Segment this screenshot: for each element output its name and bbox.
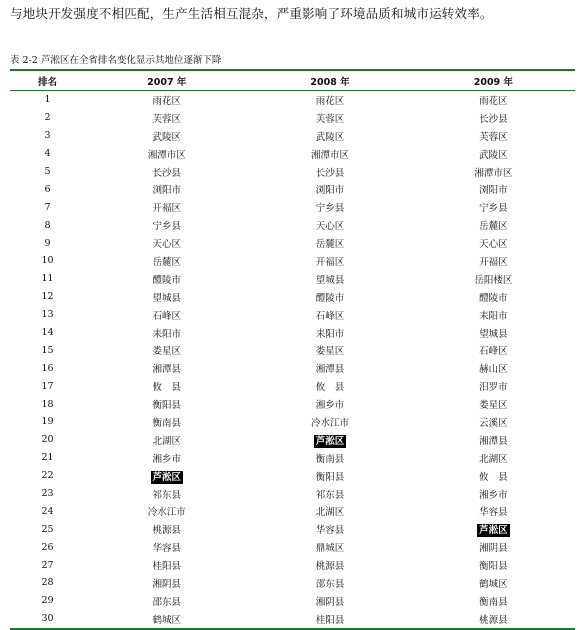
cell-rank bbox=[10, 252, 85, 270]
cell-2008 bbox=[248, 538, 411, 556]
cell-2009 bbox=[412, 574, 575, 592]
cell-2008 bbox=[248, 395, 411, 413]
header-2007: 2007 年 bbox=[147, 76, 187, 88]
cell-text: 岳麓区 bbox=[152, 256, 182, 268]
cell-text: 21 bbox=[41, 452, 54, 464]
cell-2008 bbox=[248, 574, 411, 592]
cell-2009 bbox=[412, 359, 575, 377]
cell-rank bbox=[10, 180, 85, 198]
cell-2009 bbox=[412, 449, 575, 467]
cell-text: 湘阴县 bbox=[152, 578, 182, 590]
cell-2009 bbox=[412, 163, 575, 181]
cell-text: 桂阳县 bbox=[315, 614, 345, 626]
cell-rank bbox=[10, 288, 85, 306]
cell-text: 湘乡市 bbox=[315, 400, 345, 412]
cell-text: 祁东县 bbox=[315, 489, 345, 501]
cell-text: 湘阴县 bbox=[479, 543, 508, 555]
cell-2007 bbox=[85, 91, 248, 109]
cell-2007 bbox=[85, 538, 248, 556]
cell-text: 10 bbox=[41, 255, 54, 267]
cell-2007 bbox=[85, 556, 248, 574]
cell-2009 bbox=[412, 324, 575, 342]
cell-text: 芙蓉区 bbox=[152, 113, 182, 125]
table-row bbox=[10, 163, 575, 181]
cell-rank bbox=[10, 538, 85, 556]
cell-2008 bbox=[248, 180, 411, 198]
cell-text: 13 bbox=[41, 309, 54, 321]
cell-2007 bbox=[85, 270, 248, 288]
cell-text: 4 bbox=[44, 148, 51, 160]
table-row bbox=[10, 538, 575, 556]
cell-text: 浏阳市 bbox=[315, 185, 345, 197]
cell-text: 6 bbox=[44, 183, 51, 195]
cell-text: 15 bbox=[41, 344, 54, 356]
table-row bbox=[10, 485, 575, 503]
cell-rank bbox=[10, 556, 85, 574]
cell-2008 bbox=[248, 377, 411, 395]
cell-rank bbox=[10, 91, 85, 109]
table-row bbox=[10, 520, 575, 538]
cell-2008 bbox=[248, 485, 411, 503]
cell-text: 石峰区 bbox=[152, 310, 182, 322]
cell-rank bbox=[10, 341, 85, 359]
cell-text: 11 bbox=[41, 273, 54, 285]
cell-2007 bbox=[85, 520, 248, 538]
cell-text: 湘潭市区 bbox=[147, 149, 186, 161]
cell-2008 bbox=[248, 270, 411, 288]
cell-text: 耒阳市 bbox=[479, 310, 508, 322]
cell-2008 bbox=[248, 556, 411, 574]
cell-text: 衡阳县 bbox=[315, 471, 345, 483]
cell-2007 bbox=[85, 574, 248, 592]
cell-rank bbox=[10, 127, 85, 145]
cell-rank bbox=[10, 109, 85, 127]
cell-text: 天心区 bbox=[479, 239, 508, 251]
cell-text: 雨花区 bbox=[315, 95, 345, 107]
table-row bbox=[10, 216, 575, 234]
cell-2007 bbox=[85, 288, 248, 306]
cell-rank bbox=[10, 270, 85, 288]
cell-text: 望城县 bbox=[315, 274, 345, 286]
cell-text: 攸 县 bbox=[479, 471, 508, 483]
cell-2009 bbox=[412, 485, 575, 503]
cell-text: 16 bbox=[41, 362, 54, 374]
cell-2007 bbox=[85, 592, 248, 610]
cell-text: 武陵区 bbox=[479, 149, 508, 161]
cell-rank bbox=[10, 431, 85, 449]
cell-2007 bbox=[85, 145, 248, 163]
cell-text: 攸 县 bbox=[152, 382, 182, 394]
highlighted-district: 芦淞区 bbox=[315, 435, 345, 447]
cell-2009 bbox=[412, 592, 575, 610]
cell-text: 18 bbox=[41, 398, 54, 410]
table-row bbox=[10, 556, 575, 574]
cell-2009 bbox=[412, 413, 575, 431]
cell-2007 bbox=[85, 216, 248, 234]
cell-2009 bbox=[412, 109, 575, 127]
cell-text: 芙蓉区 bbox=[315, 113, 345, 125]
cell-text: 北湖区 bbox=[152, 435, 182, 447]
cell-text: 23 bbox=[41, 488, 54, 500]
cell-text: 芙蓉区 bbox=[479, 131, 508, 143]
cell-2007 bbox=[85, 485, 248, 503]
cell-2008 bbox=[248, 413, 411, 431]
cell-text: 华容县 bbox=[315, 525, 345, 537]
cell-2009 bbox=[412, 306, 575, 324]
cell-text: 28 bbox=[41, 577, 54, 589]
cell-2009 bbox=[412, 216, 575, 234]
cell-text: 衡南县 bbox=[315, 453, 345, 465]
cell-text: 武陵区 bbox=[152, 131, 182, 143]
cell-rank bbox=[10, 449, 85, 467]
cell-text: 汨罗市 bbox=[479, 382, 508, 394]
cell-text: 湘阴县 bbox=[315, 596, 345, 608]
cell-2009 bbox=[412, 538, 575, 556]
table-row bbox=[10, 270, 575, 288]
cell-text: 29 bbox=[41, 595, 54, 607]
cell-2007 bbox=[85, 109, 248, 127]
cell-rank bbox=[10, 306, 85, 324]
cell-text: 浏阳市 bbox=[152, 185, 182, 197]
cell-2007 bbox=[85, 377, 248, 395]
cell-text: 1 bbox=[44, 94, 51, 106]
cell-text: 26 bbox=[41, 541, 54, 553]
cell-text: 望城县 bbox=[479, 328, 508, 340]
cell-text: 天心区 bbox=[152, 239, 182, 251]
cell-text: 浏阳市 bbox=[479, 185, 508, 197]
cell-text: 娄星区 bbox=[479, 400, 508, 412]
cell-text: 湘潭县 bbox=[315, 364, 345, 376]
cell-text: 宁乡县 bbox=[152, 221, 182, 233]
cell-text: 石峰区 bbox=[479, 346, 508, 358]
cell-text: 岳麓区 bbox=[315, 239, 345, 251]
cell-text: 湘潭市区 bbox=[311, 149, 350, 161]
cell-2008 bbox=[248, 252, 411, 270]
table-row bbox=[10, 413, 575, 431]
cell-text: 桃源县 bbox=[152, 525, 182, 537]
table-row bbox=[10, 145, 575, 163]
cell-text: 桃源县 bbox=[315, 561, 345, 573]
cell-2009 bbox=[412, 467, 575, 485]
cell-text: 湘潭县 bbox=[479, 435, 508, 447]
cell-rank bbox=[10, 502, 85, 520]
cell-text: 耒阳市 bbox=[315, 328, 345, 340]
cell-2008 bbox=[248, 127, 411, 145]
cell-text: 长沙县 bbox=[479, 113, 508, 125]
cell-text: 邵东县 bbox=[315, 578, 345, 590]
cell-2007 bbox=[85, 306, 248, 324]
cell-text: 冷水江市 bbox=[311, 417, 350, 429]
cell-2008 bbox=[248, 610, 411, 629]
cell-2009 bbox=[412, 234, 575, 252]
cell-text: 娄星区 bbox=[315, 346, 345, 358]
table-body bbox=[10, 91, 575, 629]
cell-2009 bbox=[412, 520, 575, 538]
table-row bbox=[10, 180, 575, 198]
cell-rank bbox=[10, 592, 85, 610]
cell-2007 bbox=[85, 127, 248, 145]
table-row bbox=[10, 324, 575, 342]
cell-text: 冷水江市 bbox=[147, 507, 186, 519]
cell-text: 衡阳县 bbox=[479, 561, 508, 573]
cell-text: 宁乡县 bbox=[315, 203, 345, 215]
cell-text: 7 bbox=[44, 201, 51, 213]
cell-2009 bbox=[412, 377, 575, 395]
cell-2008 bbox=[248, 306, 411, 324]
cell-2007 bbox=[85, 359, 248, 377]
cell-text: 衡阳县 bbox=[152, 400, 182, 412]
cell-text: 湘潭县 bbox=[152, 364, 182, 376]
cell-2008 bbox=[248, 216, 411, 234]
cell-text: 醴陵市 bbox=[315, 292, 345, 304]
cell-rank bbox=[10, 520, 85, 538]
table-row bbox=[10, 234, 575, 252]
cell-2009 bbox=[412, 270, 575, 288]
cell-2008 bbox=[248, 592, 411, 610]
cell-rank bbox=[10, 467, 85, 485]
cell-text: 武陵区 bbox=[315, 131, 345, 143]
cell-text: 22 bbox=[41, 470, 54, 482]
cell-2007 bbox=[85, 252, 248, 270]
header-2008: 2008 年 bbox=[310, 76, 350, 88]
cell-2008 bbox=[248, 449, 411, 467]
cell-2008 bbox=[248, 324, 411, 342]
cell-text: 5 bbox=[44, 166, 51, 177]
cell-text: 祁东县 bbox=[152, 489, 182, 501]
cell-text: 攸 县 bbox=[315, 382, 345, 394]
cell-2008 bbox=[248, 502, 411, 520]
cell-text: 长沙县 bbox=[315, 167, 345, 179]
cell-text: 27 bbox=[41, 559, 54, 571]
table-row bbox=[10, 377, 575, 395]
cell-text: 9 bbox=[44, 237, 51, 249]
cell-2008 bbox=[248, 520, 411, 538]
table-row bbox=[10, 252, 575, 270]
cell-2009 bbox=[412, 431, 575, 449]
cell-rank bbox=[10, 359, 85, 377]
table-row bbox=[10, 359, 575, 377]
cell-2008 bbox=[248, 163, 411, 181]
header-2009: 2009 年 bbox=[473, 76, 513, 88]
cell-text: 华容县 bbox=[152, 543, 182, 555]
cell-2007 bbox=[85, 502, 248, 520]
cell-2009 bbox=[412, 502, 575, 520]
highlighted-district: 芦淞区 bbox=[152, 471, 182, 483]
cell-2009 bbox=[412, 252, 575, 270]
cell-2007 bbox=[85, 467, 248, 485]
cell-text: 湘乡市 bbox=[152, 453, 182, 465]
cell-2007 bbox=[85, 341, 248, 359]
cell-text: 3 bbox=[44, 130, 51, 142]
cell-rank bbox=[10, 198, 85, 216]
cell-text: 长沙县 bbox=[152, 167, 182, 179]
cell-text: 20 bbox=[41, 434, 54, 446]
intro-paragraph: 与地块开发强度不相匹配，生产生活相互混杂，严重影响了环境品质和城市运转效率。 bbox=[10, 6, 493, 21]
cell-2007 bbox=[85, 449, 248, 467]
cell-2008 bbox=[248, 91, 411, 109]
table-caption: 表 2-2 芦淞区在全省排名变化显示其地位逐渐下降 bbox=[10, 55, 222, 66]
cell-2007 bbox=[85, 180, 248, 198]
cell-2007 bbox=[85, 395, 248, 413]
cell-text: 望城县 bbox=[152, 292, 182, 304]
cell-text: 赫山区 bbox=[479, 364, 508, 376]
cell-text: 开福区 bbox=[315, 256, 345, 268]
cell-text: 岳阳楼区 bbox=[474, 274, 513, 286]
cell-text: 醴陵市 bbox=[479, 292, 508, 304]
cell-rank bbox=[10, 610, 85, 629]
cell-text: 云溪区 bbox=[479, 417, 508, 429]
cell-2007 bbox=[85, 431, 248, 449]
cell-text: 开福区 bbox=[479, 256, 508, 268]
cell-text: 桂阳县 bbox=[152, 561, 182, 573]
cell-2008 bbox=[248, 198, 411, 216]
cell-rank bbox=[10, 413, 85, 431]
cell-rank bbox=[10, 395, 85, 413]
cell-text: 石峰区 bbox=[315, 310, 345, 322]
cell-text: 鼎城区 bbox=[315, 543, 345, 555]
cell-text: 华容县 bbox=[479, 507, 508, 519]
cell-2009 bbox=[412, 145, 575, 163]
table-row bbox=[10, 574, 575, 592]
cell-text: 邵东县 bbox=[152, 596, 182, 608]
table-row bbox=[10, 592, 575, 610]
cell-text: 湘潭市区 bbox=[474, 167, 513, 179]
cell-text: 宁乡县 bbox=[479, 203, 508, 215]
cell-text: 开福区 bbox=[152, 203, 182, 215]
cell-2008 bbox=[248, 431, 411, 449]
cell-2008 bbox=[248, 234, 411, 252]
cell-text: 娄星区 bbox=[152, 346, 182, 358]
cell-text: 北湖区 bbox=[479, 453, 508, 465]
cell-rank bbox=[10, 377, 85, 395]
table-row bbox=[10, 431, 575, 449]
table-row bbox=[10, 109, 575, 127]
cell-2009 bbox=[412, 556, 575, 574]
table-row bbox=[10, 610, 575, 629]
table-row bbox=[10, 502, 575, 520]
table-row bbox=[10, 449, 575, 467]
table-row bbox=[10, 306, 575, 324]
cell-2007 bbox=[85, 324, 248, 342]
cell-text: 8 bbox=[44, 219, 51, 231]
cell-text: 天心区 bbox=[315, 221, 345, 233]
cell-text: 北湖区 bbox=[315, 507, 345, 519]
table-row bbox=[10, 288, 575, 306]
table-row bbox=[10, 91, 575, 109]
cell-2008 bbox=[248, 109, 411, 127]
ranking-table bbox=[10, 69, 575, 630]
cell-text: 雨花区 bbox=[479, 95, 508, 107]
cell-2009 bbox=[412, 395, 575, 413]
cell-text: 醴陵市 bbox=[152, 274, 182, 286]
table-row bbox=[10, 341, 575, 359]
cell-rank bbox=[10, 145, 85, 163]
cell-rank bbox=[10, 216, 85, 234]
cell-2009 bbox=[412, 198, 575, 216]
highlighted-district: 芦淞区 bbox=[479, 525, 508, 537]
cell-2009 bbox=[412, 610, 575, 629]
cell-text: 17 bbox=[41, 380, 54, 392]
cell-text: 25 bbox=[41, 523, 54, 535]
cell-text: 鹤城区 bbox=[479, 578, 508, 590]
cell-2009 bbox=[412, 341, 575, 359]
cell-2009 bbox=[412, 127, 575, 145]
cell-2007 bbox=[85, 413, 248, 431]
cell-text: 衡南县 bbox=[479, 596, 508, 608]
cell-2008 bbox=[248, 341, 411, 359]
cell-2007 bbox=[85, 234, 248, 252]
cell-rank bbox=[10, 485, 85, 503]
cell-text: 2 bbox=[44, 112, 51, 124]
cell-text: 24 bbox=[41, 505, 54, 517]
table-row bbox=[10, 127, 575, 145]
cell-text: 19 bbox=[41, 416, 54, 428]
cell-text: 桃源县 bbox=[479, 614, 508, 626]
header-rank: 排名 bbox=[38, 76, 58, 88]
cell-2008 bbox=[248, 467, 411, 485]
cell-rank bbox=[10, 234, 85, 252]
cell-2007 bbox=[85, 198, 248, 216]
cell-text: 雨花区 bbox=[152, 95, 182, 107]
cell-text: 衡南县 bbox=[152, 417, 182, 429]
cell-2007 bbox=[85, 163, 248, 181]
cell-2008 bbox=[248, 288, 411, 306]
table-row bbox=[10, 395, 575, 413]
cell-text: 岳麓区 bbox=[479, 221, 508, 233]
cell-text: 30 bbox=[41, 613, 54, 625]
cell-2008 bbox=[248, 145, 411, 163]
cell-2009 bbox=[412, 91, 575, 109]
cell-text: 12 bbox=[41, 291, 54, 303]
cell-2008 bbox=[248, 359, 411, 377]
cell-text: 14 bbox=[41, 327, 54, 339]
cell-2007 bbox=[85, 610, 248, 629]
table-row bbox=[10, 467, 575, 485]
cell-text: 湘乡市 bbox=[479, 489, 508, 501]
cell-2009 bbox=[412, 180, 575, 198]
cell-rank bbox=[10, 324, 85, 342]
cell-2009 bbox=[412, 288, 575, 306]
cell-text: 耒阳市 bbox=[152, 328, 182, 340]
table-row bbox=[10, 198, 575, 216]
cell-rank bbox=[10, 574, 85, 592]
table-header-row bbox=[10, 70, 575, 91]
cell-text: 鹤城区 bbox=[152, 614, 182, 626]
cell-rank bbox=[10, 163, 85, 181]
